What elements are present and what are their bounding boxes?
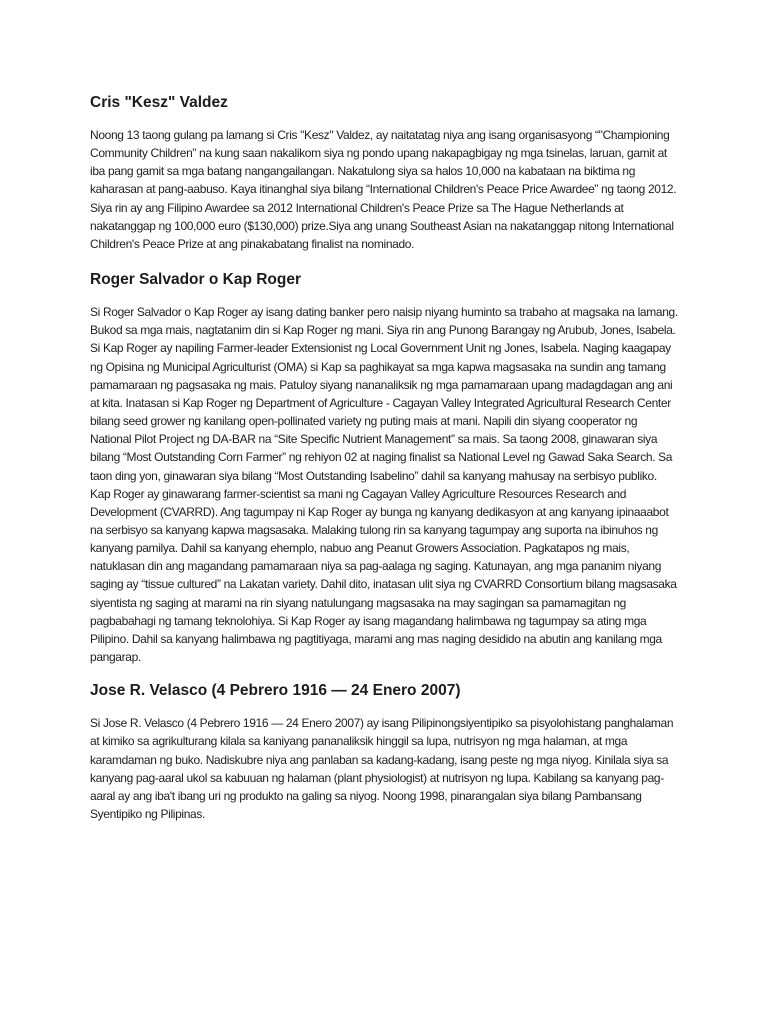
section-heading-jose-velasco: Jose R. Velasco (4 Pebrero 1916 — 24 Enero 2007) — [90, 682, 461, 700]
section-heading-kap-roger: Roger Salvador o Kap Roger — [90, 271, 302, 289]
section-body-jose-velasco: Si Jose R. Velasco (4 Pebrero 1916 — 24 Enero 2007) ay isang Pilipinongsiyentipiko sa pisyolohistang panghalaman at kimiko sa agrikulturang kilala sa kaniyang pananaliksik hinggil sa lupa, nutrisyon ng mga halaman, at mga karamdaman ng buko. Nadiskubre niya ang panlaban sa kadang-kadang, isang peste ng mga niyog. Kinilala siya sa kanyang pag-aaral ukol sa kabuuan ng halaman (plant physiologist) at nutrisyon ng lupa. Kabilang sa kanyang pag-aaral ay ang iba't ibang uri ng produkto na galing sa niyog. Noong 1998, pinarangalan siya bilang Pambansang Syentipiko ng Pilipinas. — [90, 716, 674, 821]
section-body-cris-valdez: Noong 13 taong gulang pa lamang si Cris "Kesz" Valdez, ay naitatatag niya ang isang organisasyong “"Championing Community Children” na kung saan nakalikom siya ng pondo upang nakapagbigay ng mga tsinelas, laruan, gamit at iba pang gamit sa mga batang nangangailangan. Nakatulong siya sa halos 10,000 na kabataan na biktima ng kaharasan at pang-aabuso. Kaya itinanghal siya bilang “International Children's Peace Price Awardee” ng taong 2012. Siya rin ay ang Filipino Awardee sa 2012 International Children's Peace Prize sa The Hague Netherlands at nakatanggap ng 100,000 euro ($130,000) prize.Siya ang unang Southeast Asian na nakatanggap nitong International Children's Peace Prize at ang pinakabatang finalist na nominado. — [90, 128, 677, 251]
section-heading-cris-valdez: Cris "Kesz" Valdez — [90, 94, 228, 111]
section-body-kap-roger: Si Roger Salvador o Kap Roger ay isang dating banker pero naisip niyang huminto sa trabaho at magsaka na lamang. Bukod sa mga mais, nagtatanim din si Kap Roger ng mani. Siya rin ang Punong Barangay ng Arubub, Jones, Isabela. Si Kap Roger ay napiling Farmer-leader Extensionist ng Local Government Unit ng Jones, Isabela. Naging kaagapay ng Opisina ng Municipal Agriculturist (OMA) si Kap sa paghikayat sa mga kapwa magsasaka na sundin ang tamang pamamaraan ng pagsasaka ng mais. Patuloy siyang nananaliksik ng mga pamamaraan upang madagdagan ang ani at kita. Inatasan si Kap Roger ng Department of Agriculture - Cagayan Valley Integrated Agricultural Research Center bilang seed grower ng kanilang open-pollinated variety ng puting mais at mani. Napili din siyang cooperator ng National Pilot Project ng DA-BAR na “Site Specific Nutrient Management” sa mais. Sa taong 2008, ginawaran siya bilang “Most Outstanding Corn Farmer” ng rehiyon 02 at naging finalist sa National Level ng Gawad Saka Search. Sa taon ding yon, ginawaran siya bilang “Most Outstanding Isabelino” dahil sa kanyang mahusay na serbisyo publiko. Kap Roger ay ginawarang farmer-scientist sa mani ng Cagayan Valley Agriculture Resources Research and Development (CVARRD). Ang tagumpay ni Kap Roger ay bunga ng kanyang dedikasyon at ang kanyang ipinaaabot na serbisyo sa kanyang kapwa magsasaka. Malaking tulong rin sa kanyang tagumpay ang suporta na ibinuhos ng kanyang pamilya. Dahil sa kanyang ehemplo, nabuo ang Peanut Growers Association. Pagkatapos ng mais, natuklasan din ang magandang pamamaraan niya sa pag-aalaga ng saging. Katunayan, ang mga pananim niyang saging ay “tissue cultured” na Lakatan variety. Dahil dito, inatasan ulit siya ng CVARRD Consortium bilang magsasaka siyentista ng saging at marami na rin siyang natulungang magsasaka na may sagingan sa pamamagitan ng pagbabahagi ng tamang teknolohiya. Si Kap Roger ay isang magandang halimbawa ng tagumpay sa ating mga Pilipino. Dahil sa kanyang halimbawa ng pagtitiyaga, marami ang mas naging desidido na abutin ang kanilang mga pangarap. — [90, 305, 678, 665]
